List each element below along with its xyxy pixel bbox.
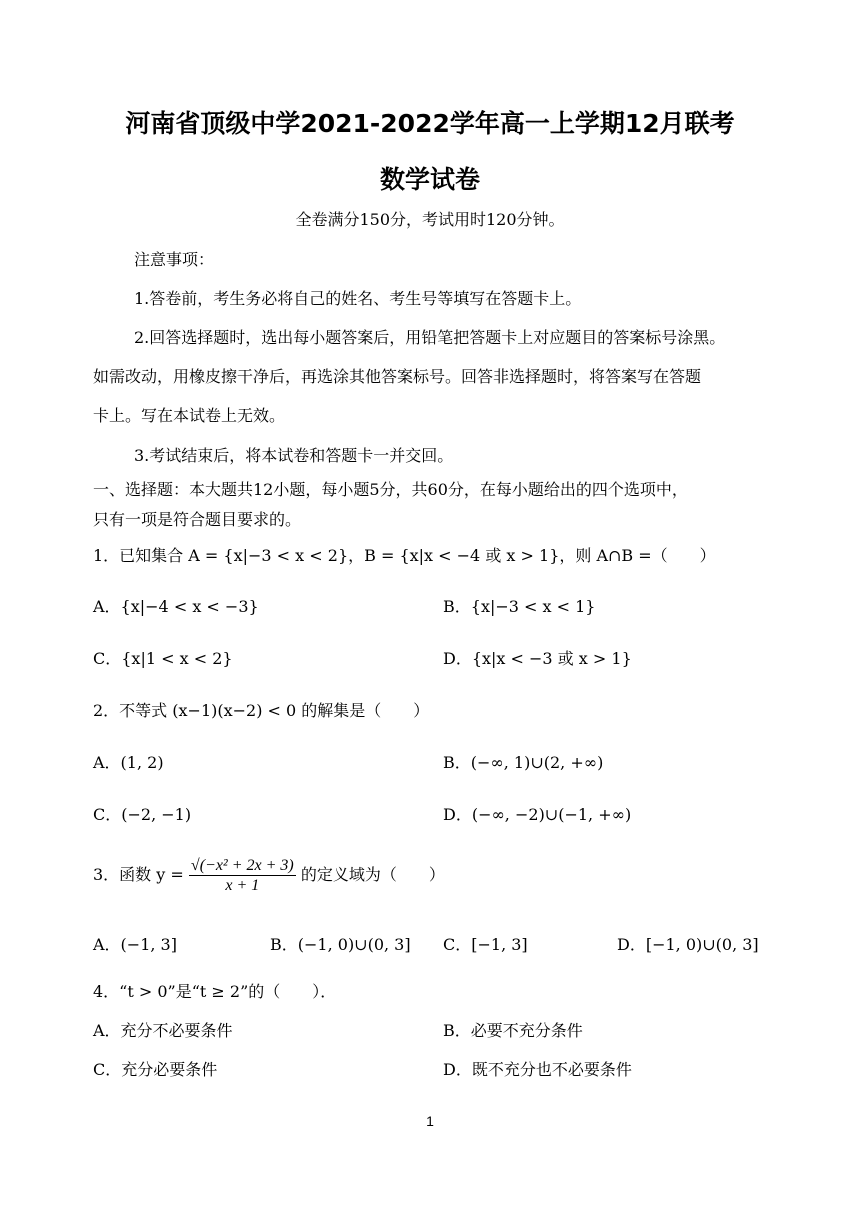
question-3-fraction	[189, 856, 296, 895]
page-subtitle: 数学试卷	[379, 165, 480, 194]
notes-heading: 注意事项：	[134, 250, 215, 269]
section-heading-line-1: 一、选择题：本大题共12小题，每小题5分，共60分，在每小题给出的四个选项中，	[93, 480, 688, 499]
question-1-stem: 1．已知集合 A = {x|−3 < x < 2}，B = {x|x < −4 或 x > 1}，则 A∩B =（ ）	[93, 546, 716, 565]
note-item-2-line-3: 卡上。写在本试卷上无效。	[93, 406, 286, 425]
question-4-option-b: B．必要不充分条件	[443, 1021, 583, 1040]
note-item-3: 3.考试结束后，将本试卷和答题卡一并交回。	[134, 446, 454, 465]
page-number: 1	[426, 1113, 434, 1129]
question-4-stem: 4．“t > 0”是“t ≥ 2”的（ ）．	[93, 982, 337, 1001]
question-4-option-d: D．既不充分也不必要条件	[443, 1060, 632, 1079]
question-3-option-d: D．[−1, 0)∪(0, 3]	[617, 935, 759, 954]
question-4-option-a: A．充分不必要条件	[93, 1021, 233, 1040]
question-3-stem-prefix: 3．函数 y =	[93, 865, 184, 885]
question-2-option-d: D．(−∞, −2)∪(−1, +∞)	[443, 805, 632, 824]
note-item-2-line-2: 如需改动，用橡皮擦干净后，再选涂其他答案标号。回答非选择题时，将答案写在答题	[93, 367, 702, 386]
note-item-2-line-1: 2.回答选择题时，选出每小题答案后，用铅笔把答题卡上对应题目的答案标号涂黑。	[134, 328, 726, 347]
question-1-option-b: B．{x|−3 < x < 1}	[443, 597, 596, 616]
section-heading-line-2: 只有一项是符合题目要求的。	[93, 510, 302, 529]
note-item-1: 1.答卷前，考生务必将自己的姓名、考生号等填写在答题卡上。	[134, 289, 582, 308]
question-1-option-d: D．{x|x < −3 或 x > 1}	[443, 649, 632, 668]
question-3-stem	[93, 856, 445, 895]
question-1-option-c: C．{x|1 < x < 2}	[93, 649, 233, 668]
question-2-option-c: C．(−2, −1)	[93, 805, 192, 824]
question-3-option-b: B．(−1, 0)∪(0, 3]	[270, 935, 411, 954]
question-3-stem-suffix: 的定义域为（ ）	[300, 865, 445, 885]
question-2-option-b: B．(−∞, 1)∪(2, +∞)	[443, 753, 604, 772]
question-2-stem: 2．不等式 (x−1)(x−2) < 0 的解集是（ ）	[93, 701, 430, 720]
exam-info: 全卷满分150分，考试用时120分钟。	[295, 210, 565, 229]
question-1-option-a: A．{x|−4 < x < −3}	[93, 597, 259, 616]
page-title: 河南省顶级中学2021-2022学年高一上学期12月联考	[125, 109, 735, 138]
question-3-option-a: A．(−1, 3]	[93, 935, 177, 954]
fraction-numerator: √(−x² + 2x + 3)	[189, 856, 296, 876]
question-3-option-c: C．[−1, 3]	[443, 935, 528, 954]
question-4-option-c: C．充分必要条件	[93, 1060, 218, 1079]
question-2-option-a: A．(1, 2)	[93, 753, 164, 772]
fraction-denominator: x + 1	[225, 877, 260, 895]
